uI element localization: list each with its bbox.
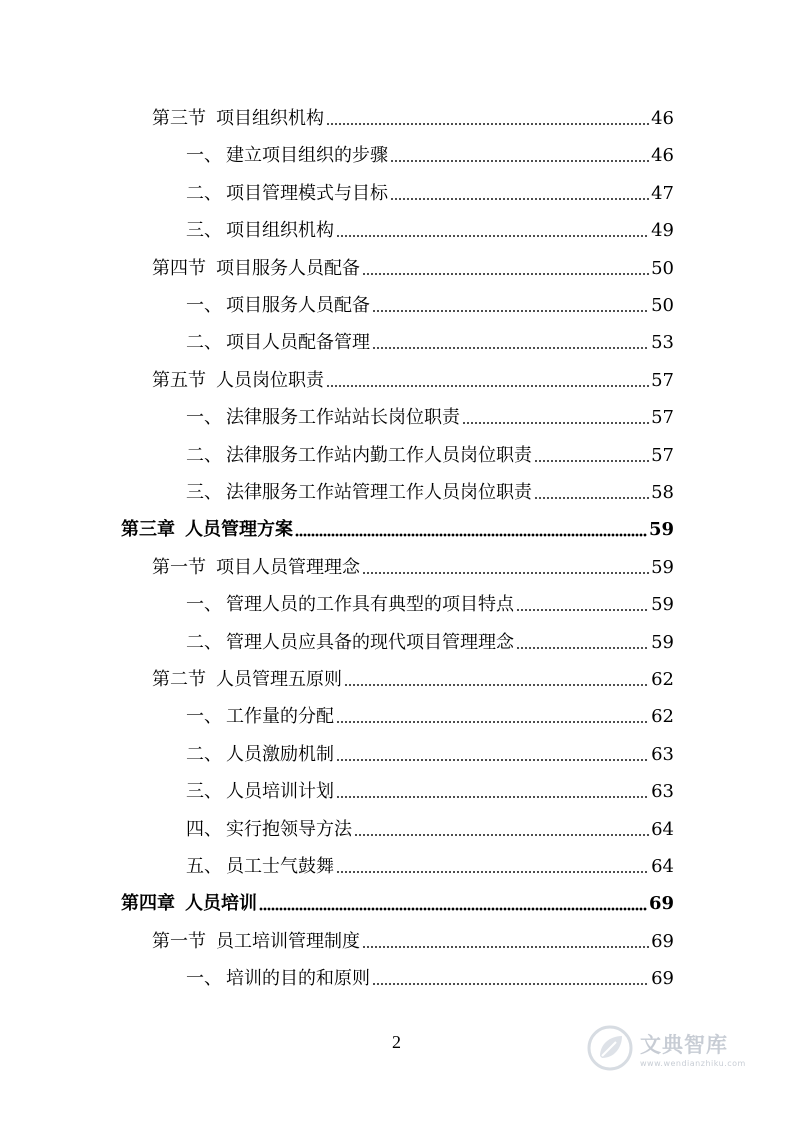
toc-dot-leader	[462, 421, 649, 425]
toc-entry-page: 59	[651, 631, 674, 653]
toc-entry-text: 人员管理五原则	[216, 669, 342, 690]
toc-entry-page: 63	[651, 781, 674, 803]
toc-entry-title	[186, 406, 462, 430]
toc-entry[interactable]	[186, 855, 674, 879]
toc-entry-number: 第三章	[121, 519, 175, 541]
toc-dot-leader	[336, 720, 649, 724]
toc-entry-number: 一、	[186, 706, 222, 728]
toc-entry[interactable]	[152, 930, 674, 954]
toc-entry-title	[152, 668, 344, 692]
toc-entry[interactable]	[152, 107, 674, 131]
toc-entry-number: 二、	[186, 444, 222, 466]
toc-entry-text: 法律服务工作站站长岗位职责	[226, 407, 460, 429]
toc-dot-leader	[372, 982, 649, 986]
toc-entry[interactable]	[186, 818, 674, 842]
toc-entry-text: 项目组织机构	[226, 220, 334, 242]
toc-entry-title	[186, 705, 336, 729]
toc-entry[interactable]	[186, 631, 674, 655]
watermark-brand: 文典智库	[640, 1032, 728, 1057]
page-number: 2	[392, 1032, 401, 1052]
toc-dot-leader	[259, 907, 647, 911]
toc-dot-leader	[534, 496, 649, 500]
toc-entry-text: 人员培训计划	[226, 781, 334, 803]
toc-entry-number: 一、	[186, 407, 222, 429]
toc-entry-number: 一、	[186, 594, 222, 616]
toc-entry[interactable]	[186, 294, 674, 318]
toc-entry-text: 项目人员管理理念	[216, 556, 360, 578]
toc-dot-leader	[326, 384, 649, 388]
toc-entry-title	[186, 182, 390, 206]
toc-entry-text: 法律服务工作站内勤工作人员岗位职责	[226, 444, 532, 466]
toc-entry-number: 三、	[186, 482, 222, 503]
toc-entry-page: 58	[651, 482, 674, 503]
toc-entry-page: 59	[651, 556, 674, 578]
toc-entry-page: 59	[648, 519, 674, 541]
toc-entry[interactable]	[186, 967, 674, 991]
toc-entry-number: 二、	[186, 631, 222, 653]
toc-entry-number: 第四章	[121, 893, 175, 915]
toc-entry-page: 64	[651, 818, 674, 840]
toc-entry-title	[186, 219, 336, 243]
toc-entry-title	[186, 294, 372, 318]
toc-entry-page: 46	[651, 145, 674, 167]
toc-entry-text: 员工士气鼓舞	[226, 856, 334, 877]
toc-entry-text: 人员管理方案	[185, 519, 293, 541]
toc-entry-number: 第五节	[152, 369, 206, 391]
toc-dot-leader	[362, 571, 649, 575]
toc-entry-title	[186, 818, 354, 842]
toc-entry[interactable]	[152, 556, 674, 580]
toc-entry-text: 人员激励机制	[226, 743, 334, 765]
toc-entry-page: 69	[651, 930, 674, 952]
watermark	[586, 1018, 756, 1078]
toc-entry[interactable]	[152, 257, 674, 281]
toc-entry[interactable]	[186, 219, 674, 243]
toc-entry-title	[152, 556, 362, 580]
toc-entry-page: 57	[651, 369, 674, 391]
toc-entry-text: 培训的目的和原则	[226, 968, 370, 990]
toc-entry-title	[186, 743, 336, 767]
toc-entry-number: 第四节	[152, 257, 206, 279]
toc-entry[interactable]	[186, 144, 674, 168]
toc-entry-text: 建立项目组织的步骤	[226, 145, 388, 167]
toc-dot-leader	[336, 758, 649, 762]
toc-entry-title	[121, 892, 259, 916]
toc-entry-text: 人员培训	[185, 893, 257, 915]
toc-entry-page: 50	[651, 257, 674, 279]
watermark-url: www.wendianzhiku.com	[640, 1058, 746, 1068]
toc-entry-page: 50	[651, 295, 674, 316]
toc-dot-leader	[372, 309, 649, 313]
toc-entry-number: 第一节	[152, 930, 206, 952]
toc-entry[interactable]	[186, 331, 674, 355]
toc-entry-page: 63	[651, 743, 674, 765]
leaf-logo-icon	[586, 1024, 634, 1072]
toc-dot-leader	[362, 945, 649, 949]
toc-entry-page: 57	[651, 407, 674, 429]
toc-entry-page: 57	[651, 444, 674, 466]
toc-entry-text: 法律服务工作站管理工作人员岗位职责	[226, 482, 532, 503]
toc-entry-page: 69	[648, 893, 674, 915]
toc-entry-text: 项目组织机构	[216, 108, 324, 129]
toc-entry-title	[186, 780, 336, 804]
toc-entry-number: 一、	[186, 145, 222, 167]
toc-entry-number: 一、	[186, 295, 222, 316]
toc-entry-title	[186, 855, 336, 879]
toc-entry-title	[186, 631, 516, 655]
toc-entry[interactable]	[186, 182, 674, 206]
toc-entry-number: 第二节	[152, 669, 206, 690]
toc-entry-text: 项目人员配备管理	[226, 332, 370, 354]
toc-entry-page: 64	[651, 856, 674, 877]
toc-entry-title	[186, 967, 372, 991]
toc-entry-page: 69	[651, 968, 674, 990]
toc-entry-text: 员工培训管理制度	[216, 930, 360, 952]
toc-entry-number: 二、	[186, 332, 222, 354]
toc-entry-title	[152, 107, 326, 131]
toc-dot-leader	[516, 646, 649, 650]
toc-entry-text: 项目服务人员配备	[216, 257, 360, 279]
toc-dot-leader	[354, 833, 649, 837]
toc-entry-title	[186, 331, 372, 355]
toc-entry-text: 管理人员应具备的现代项目管理理念	[226, 631, 514, 653]
toc-entry[interactable]	[121, 518, 674, 542]
toc-entry-page: 46	[651, 108, 674, 129]
toc-entry-number: 第三节	[152, 108, 206, 129]
toc-dot-leader	[390, 197, 649, 201]
toc-entry-text: 管理人员的工作具有典型的项目特点	[226, 594, 514, 616]
toc-entry-text: 项目管理模式与目标	[226, 182, 388, 204]
toc-entry[interactable]	[152, 369, 674, 393]
toc-entry-text: 实行抱领导方法	[226, 818, 352, 840]
toc-dot-leader	[295, 533, 647, 537]
toc-dot-leader	[344, 683, 649, 687]
toc-entry-number: 四、	[186, 818, 222, 840]
toc-entry[interactable]	[186, 780, 674, 804]
toc-entry-number: 三、	[186, 781, 222, 803]
toc-entry-number: 二、	[186, 743, 222, 765]
toc-entry-title	[186, 444, 534, 468]
toc-dot-leader	[516, 608, 649, 612]
toc-entry-page: 49	[651, 220, 674, 242]
toc-entry[interactable]	[186, 743, 674, 767]
toc-entry-page: 62	[651, 706, 674, 728]
toc-entry-title	[121, 518, 295, 542]
toc-entry-text: 人员岗位职责	[216, 369, 324, 391]
toc-entry-title	[152, 369, 326, 393]
toc-entry-text: 工作量的分配	[226, 706, 334, 728]
toc-entry-number: 第一节	[152, 556, 206, 578]
toc-entry-text: 项目服务人员配备	[226, 295, 370, 316]
toc-entry-number: 一、	[186, 968, 222, 990]
toc-dot-leader	[336, 234, 649, 238]
toc-entry-title	[152, 257, 362, 281]
toc-dot-leader	[362, 272, 649, 276]
toc-entry[interactable]	[186, 593, 674, 617]
toc-dot-leader	[336, 870, 649, 874]
toc-entry[interactable]	[152, 668, 674, 692]
toc-entry[interactable]	[121, 892, 674, 916]
toc-entry-page: 53	[651, 332, 674, 354]
toc-entry-number: 二、	[186, 182, 222, 204]
toc-dot-leader	[534, 459, 649, 463]
toc-dot-leader	[326, 122, 649, 126]
toc-entry-page: 59	[651, 594, 674, 616]
toc-entry-title	[152, 930, 362, 954]
toc-entry-title	[186, 144, 390, 168]
toc-dot-leader	[336, 795, 649, 799]
toc-dot-leader	[372, 346, 649, 350]
toc-dot-leader	[390, 159, 649, 163]
toc-entry-number: 五、	[186, 856, 222, 877]
toc-entry[interactable]	[186, 406, 674, 430]
toc-entry-number: 三、	[186, 220, 222, 242]
toc-entry-title	[186, 593, 516, 617]
toc-entry[interactable]	[186, 444, 674, 468]
toc-entry[interactable]	[186, 481, 674, 505]
toc-entry-title	[186, 481, 534, 505]
toc-entry[interactable]	[186, 705, 674, 729]
toc-entry-page: 47	[651, 182, 674, 204]
toc-entry-page: 62	[651, 669, 674, 690]
